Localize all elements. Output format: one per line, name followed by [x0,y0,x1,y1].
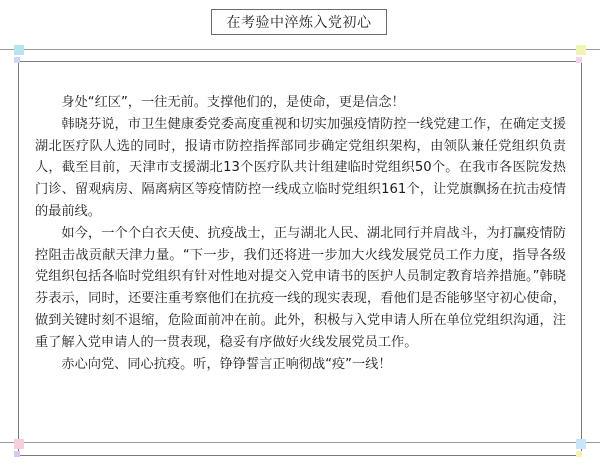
corner-decoration-top-left [14,45,24,55]
article-title: 在考验中淬炼入党初心 [211,9,387,35]
corner-decoration-top-left-small [14,57,20,63]
corner-decoration-top-right [576,45,586,55]
corner-decoration-bottom-right [576,439,586,449]
corner-decoration-bottom-right-small [576,451,582,457]
paragraph-party-development: 如今，一个个白衣天使、抗疫战士，正与湖北人民、湖北同行并肩战斗，为打赢疫情防控阻击战贡献天津力量。“下一步，我们还将进一步加大火线发展党员工作力度，指导各级党组织包括各临时党组织有针对性地对提交入党申请书的医护人员制定教育培养措施。”韩晓芬表示，同时，还要注重考察他们在抗疫一线的现实表现，看他们是否能够坚守初心使命，做到关键时刻不退缩，危险面前冲在前。此外，积极与入党申请人所在单位党组织沟通，注重了解入党申请人的一贯表现，稳妥有序做好火线发展党员工作。 [35,225,566,350]
corner-decoration-bottom-left [14,439,24,449]
paragraph-party-organizations: 韩晓芬说，市卫生健康委党委高度重视和切实加强疫情防控一线党建工作，在确定支援湖北医疗队人选的同时，报请市防控指挥部同步确定党组织架构，由领队兼任党组织负责人，截至目前，天津市支援湖北13个医疗队共计组建临时党组织50个。在我市各医院发热门诊、留观病房、隔离病区等疫情防控一线成立临时党组织161个，让党旗飘扬在抗击疫情的最前线。 [35,116,566,219]
article-body [35,92,566,375]
paragraph-closing: 赤心向党、同心抗疫。听，铮铮誓言正响彻战“疫”一线！ [61,356,392,372]
corner-decoration-top-right-small [576,57,582,63]
corner-decoration-bottom-left-small [14,451,20,457]
frame-top-rule [0,49,600,50]
paragraph-intro: 身处“红区”，一往无前。支撑他们的，是使命，更是信念！ [61,95,405,110]
